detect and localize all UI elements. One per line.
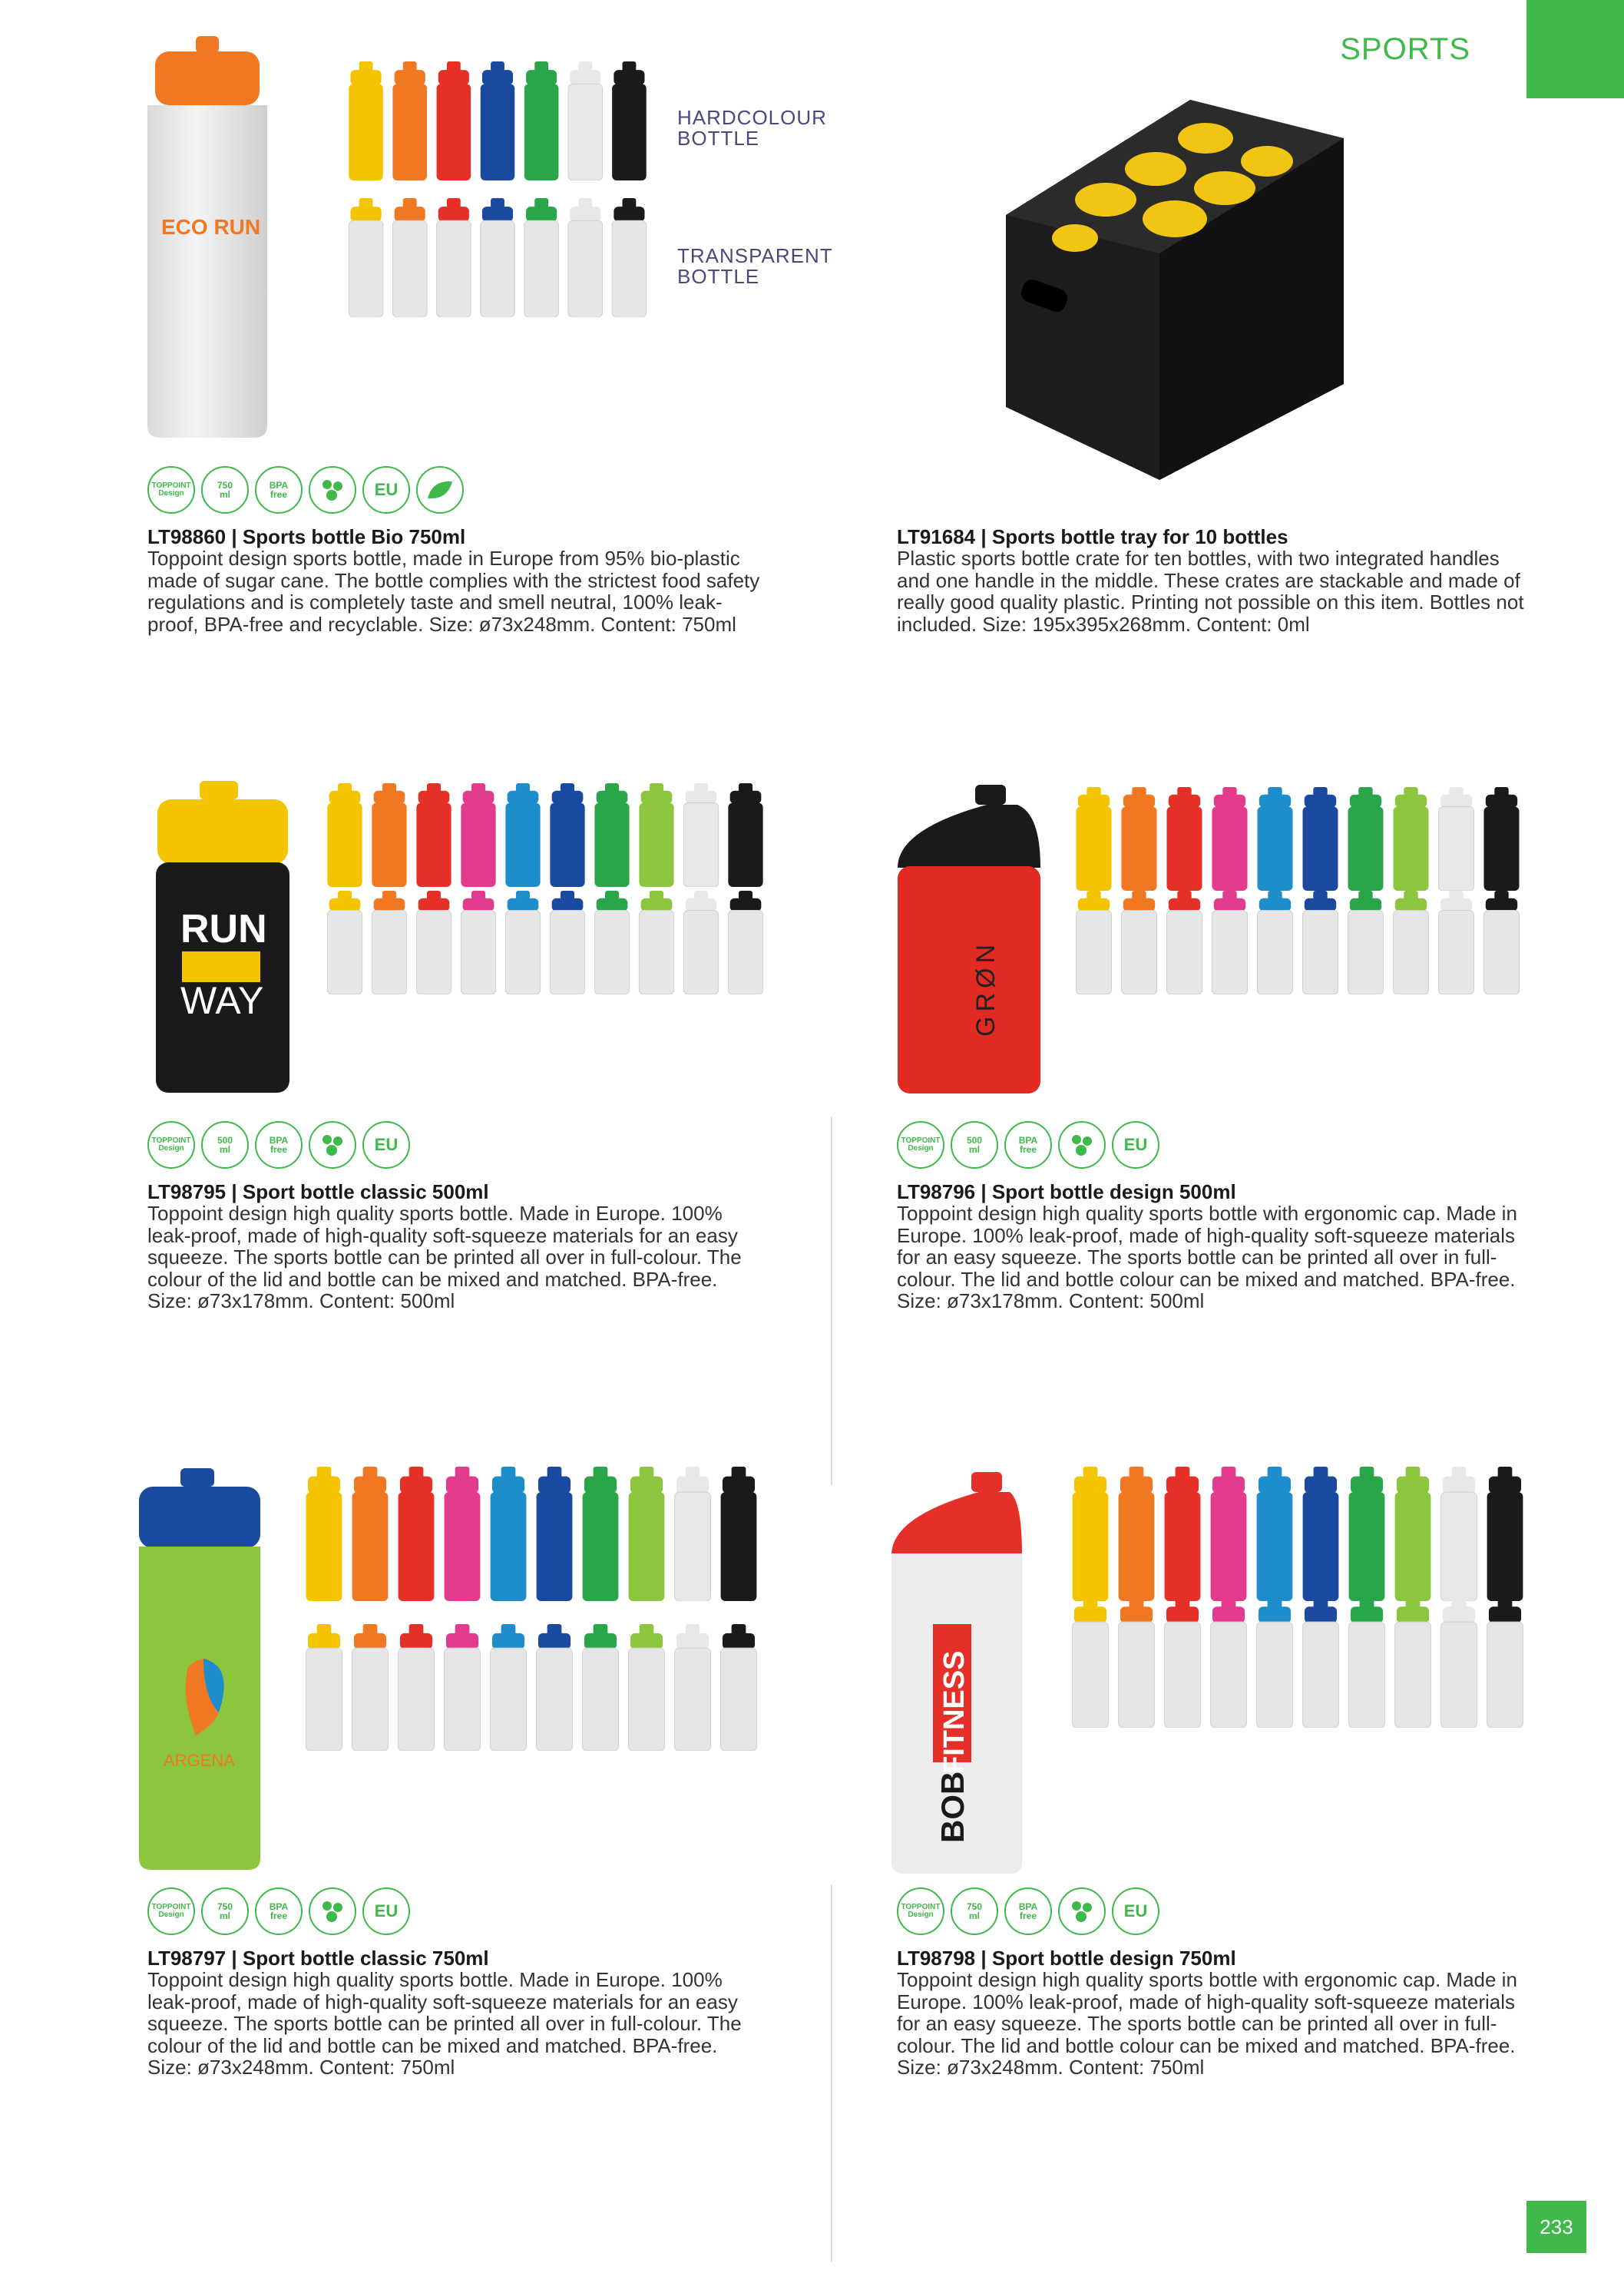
bottle-swatch xyxy=(1487,1467,1523,1601)
bottle-swatch xyxy=(327,891,362,994)
section-tab xyxy=(1526,0,1624,98)
column-divider xyxy=(831,1885,832,2261)
bpa-free-badge: BPA free xyxy=(1004,1121,1052,1169)
bottle-swatch xyxy=(568,61,603,180)
bottle-swatch xyxy=(524,198,559,317)
bottle-swatch xyxy=(416,783,451,887)
bottle-swatch xyxy=(306,1624,342,1751)
transparent-bottle-row xyxy=(1067,1597,1528,1728)
bottle-swatch xyxy=(1438,787,1474,891)
bottle-swatch xyxy=(461,783,495,887)
bottle-swatch xyxy=(1212,891,1247,994)
bottle-swatch xyxy=(445,1624,481,1751)
recycle-icon xyxy=(1058,1121,1106,1169)
hardcolour-bottle-row xyxy=(1071,787,1524,891)
bottle-swatch xyxy=(1211,1597,1247,1728)
print-text: GRØN xyxy=(971,940,1001,1037)
bottle-swatch xyxy=(1076,787,1111,891)
feature-badges xyxy=(147,1121,410,1169)
bottle-swatch xyxy=(1303,1597,1339,1728)
bottle-swatch xyxy=(1257,891,1292,994)
bottle-swatch xyxy=(1165,1597,1201,1728)
toppoint-design-badge: TOPPOINT Design xyxy=(897,1887,944,1935)
print-text: WAY xyxy=(180,979,264,1022)
bottle-swatch xyxy=(1483,787,1519,891)
bottle-swatch xyxy=(491,1624,527,1751)
bottle-swatch xyxy=(612,61,647,180)
bottle-swatch xyxy=(1349,1467,1385,1601)
product-title: LT98797 | Sport bottle classic 750ml xyxy=(147,1947,489,1970)
classic-750-bottle-photo xyxy=(134,1467,265,1874)
bottle-swatch xyxy=(352,1467,389,1601)
bottle-swatch xyxy=(1441,1467,1477,1601)
bottle-swatch xyxy=(537,1624,573,1751)
bottle-swatch xyxy=(639,783,673,887)
bpa-free-badge: BPA free xyxy=(255,1887,303,1935)
page-number: 233 xyxy=(1526,2201,1586,2253)
bpa-free-badge: BPA free xyxy=(255,1121,303,1169)
product-description: Toppoint design high quality sports bottle with ergonomic cap. Made in Europe. 100% leak-proof, made of high-quality soft-squeeze materials for an easy squeeze. The sports bottle can be printed all over in full-colour. The lid and bottle colour can be mixed and matched. BPA-free. Size: ø73x248mm. Content: 750ml xyxy=(897,1968,1517,2079)
hardcolour-bottle-row xyxy=(1067,1467,1528,1601)
print-text: ARGENA xyxy=(164,1751,235,1770)
bottle-swatch xyxy=(1395,1597,1431,1728)
hardcolour-label: HARDCOLOUR BOTTLE xyxy=(677,106,827,150)
bottle-swatch xyxy=(1165,1467,1201,1601)
bottle-swatch xyxy=(437,61,471,180)
bottle-swatch xyxy=(437,198,471,317)
bottle-swatch xyxy=(675,1624,711,1751)
bottle-swatch xyxy=(721,1624,757,1751)
volume-badge: 750 ml xyxy=(951,1887,998,1935)
toppoint-design-badge: TOPPOINT Design xyxy=(897,1121,944,1169)
bottle-swatch xyxy=(1441,1597,1477,1728)
bottle-swatch xyxy=(392,61,427,180)
bottle-swatch xyxy=(1349,1597,1385,1728)
column-divider xyxy=(831,1117,832,1486)
transparent-bottle-row xyxy=(1071,891,1524,994)
product-description: Toppoint design high quality sports bottle. Made in Europe. 100% leak-proof, made of high-quality soft-squeeze materials for an easy squeeze. The sports bottle can be printed all over in full-colour. The colour of the lid and bottle can be mixed and matched. BPA-free. Size: ø73x248mm. Content: 750ml xyxy=(147,1968,742,2079)
bottle-swatch xyxy=(1073,1597,1109,1728)
bottle-swatch xyxy=(505,891,540,994)
bottle-swatch xyxy=(1487,1597,1523,1728)
product-description: Toppoint design high quality sports bottle with ergonomic cap. Made in Europe. 100% leak-proof, made of high-quality soft-squeeze materials for an easy squeeze. The sports bottle can be printed all over in full-colour. The lid and bottle colour can be mixed and matched. BPA-free. Size: ø73x178mm. Content: 500ml xyxy=(897,1202,1517,1312)
bottle-swatch xyxy=(629,1467,665,1601)
product-description: Plastic sports bottle crate for ten bottles, with two integrated handles and one handle in the middle. These crates are stackable and made of really good quality plastic. Printing not possible on this item. Bottles not included. Size: 195x395x268mm. Content: 0ml xyxy=(897,547,1524,636)
bottle-swatch xyxy=(550,783,584,887)
bottle-swatch xyxy=(445,1467,481,1601)
product-title: LT98860 | Sports bottle Bio 750ml xyxy=(147,525,466,548)
print-text: RUN xyxy=(180,907,267,951)
transparent-label: TRANSPARENT BOTTLE xyxy=(677,244,833,288)
bottle-swatch xyxy=(1212,787,1247,891)
bottle-swatch xyxy=(683,783,718,887)
product-title: LT98798 | Sport bottle design 750ml xyxy=(897,1947,1236,1970)
bottle-swatch xyxy=(629,1624,665,1751)
bpa-free-badge: BPA free xyxy=(255,466,303,514)
product-title: LT98796 | Sport bottle design 500ml xyxy=(897,1180,1236,1203)
feature-badges xyxy=(147,1887,410,1935)
bio-bottle-photo xyxy=(138,35,276,442)
bottle-swatch xyxy=(372,891,406,994)
feature-badges xyxy=(147,466,464,514)
bottle-swatch xyxy=(1303,1467,1339,1601)
eu-badge: EU xyxy=(1112,1121,1159,1169)
bottle-swatch xyxy=(594,891,629,994)
bottle-swatch xyxy=(683,891,718,994)
bottle-swatch xyxy=(639,891,673,994)
recycle-icon xyxy=(1058,1887,1106,1935)
bottle-swatch xyxy=(306,1467,342,1601)
hardcolour-bottle-row xyxy=(322,783,768,887)
bottle-swatch xyxy=(1166,787,1202,891)
leaf-icon xyxy=(416,466,464,514)
transparent-bottle-row xyxy=(301,1624,762,1751)
bottle-swatch xyxy=(524,61,559,180)
print-text: BOB xyxy=(934,1771,971,1843)
bottle-swatch xyxy=(1073,1467,1109,1601)
bottle-swatch xyxy=(481,61,515,180)
bottle-swatch xyxy=(1257,787,1292,891)
bottle-swatch xyxy=(491,1467,527,1601)
hardcolour-bottle-row xyxy=(344,61,651,180)
product-title: LT98795 | Sport bottle classic 500ml xyxy=(147,1180,489,1203)
bottle-swatch xyxy=(1302,891,1338,994)
bottle-swatch xyxy=(392,198,427,317)
recycle-icon xyxy=(309,1121,356,1169)
bottle-swatch xyxy=(1438,891,1474,994)
bottle-swatch xyxy=(461,891,495,994)
bottle-swatch xyxy=(1257,1597,1293,1728)
bottle-swatch xyxy=(583,1624,619,1751)
bottle-swatch xyxy=(1348,787,1383,891)
recycle-icon xyxy=(309,466,356,514)
bpa-free-badge: BPA free xyxy=(1004,1887,1052,1935)
bottle-swatch xyxy=(372,783,406,887)
bottle-swatch xyxy=(1076,891,1111,994)
bottle-swatch xyxy=(1393,787,1428,891)
eu-badge: EU xyxy=(362,1121,410,1169)
bottle-swatch xyxy=(1302,787,1338,891)
bottle-swatch xyxy=(675,1467,711,1601)
bottle-swatch xyxy=(594,783,629,887)
bottle-swatch xyxy=(1211,1467,1247,1601)
toppoint-design-badge: TOPPOINT Design xyxy=(147,1887,195,1935)
print-text: ECO RUN xyxy=(161,215,261,239)
product-description: Toppoint design high quality sports bottle. Made in Europe. 100% leak-proof, made of high-quality soft-squeeze materials for an easy squeeze. The sports bottle can be printed all over in full-colour. The colour of the lid and bottle can be mixed and matched. BPA-free. Size: ø73x178mm. Content: 500ml xyxy=(147,1202,742,1312)
feature-badges xyxy=(897,1887,1159,1935)
volume-badge: 750 ml xyxy=(201,466,249,514)
bottle-swatch xyxy=(1119,1467,1155,1601)
product-title: LT91684 | Sports bottle tray for 10 bottles xyxy=(897,525,1288,548)
bottle-swatch xyxy=(399,1467,435,1601)
bottle-swatch xyxy=(327,783,362,887)
bottle-swatch xyxy=(349,61,383,180)
toppoint-design-badge: TOPPOINT Design xyxy=(147,1121,195,1169)
hardcolour-bottle-row xyxy=(301,1467,762,1601)
eu-badge: EU xyxy=(362,1887,410,1935)
bottle-swatch xyxy=(481,198,515,317)
classic-500-bottle-photo xyxy=(150,779,296,1098)
bottle-swatch xyxy=(537,1467,573,1601)
bottle-swatch xyxy=(399,1624,435,1751)
volume-badge: 500 ml xyxy=(951,1121,998,1169)
bottle-swatch xyxy=(1348,891,1383,994)
bottle-swatch xyxy=(1393,891,1428,994)
bottle-swatch xyxy=(1395,1467,1431,1601)
bottle-swatch xyxy=(568,198,603,317)
bottle-swatch xyxy=(1257,1467,1293,1601)
bottle-swatch xyxy=(505,783,540,887)
bottle-swatch xyxy=(1166,891,1202,994)
section-title: SPORTS xyxy=(1340,32,1470,66)
bottle-swatch xyxy=(728,783,762,887)
bottle-swatch xyxy=(1121,891,1156,994)
volume-badge: 500 ml xyxy=(201,1121,249,1169)
design-500-bottle-photo xyxy=(895,783,1048,1098)
eu-badge: EU xyxy=(362,466,410,514)
feature-badges xyxy=(897,1121,1159,1169)
design-750-bottle-photo xyxy=(887,1471,1025,1877)
bottle-swatch xyxy=(352,1624,389,1751)
transparent-bottle-row xyxy=(344,198,651,317)
recycle-icon xyxy=(309,1887,356,1935)
toppoint-design-badge: TOPPOINT Design xyxy=(147,466,195,514)
bottle-tray-photo xyxy=(991,84,1351,484)
eu-badge: EU xyxy=(1112,1887,1159,1935)
product-description: Toppoint design sports bottle, made in Europe from 95% bio-plastic made of sugar cane. The bottle complies with the strictest food safety regulations and is completely taste and smell neutral, 100% leak-proof, BPA-free and recyclable. Size: ø73x248mm. Content: 750ml xyxy=(147,547,760,636)
bottle-swatch xyxy=(349,198,383,317)
print-text: FITNESS xyxy=(938,1650,971,1774)
bottle-swatch xyxy=(583,1467,619,1601)
bottle-swatch xyxy=(416,891,451,994)
bottle-swatch xyxy=(1483,891,1519,994)
bottle-swatch xyxy=(1119,1597,1155,1728)
bottle-swatch xyxy=(550,891,584,994)
bottle-swatch xyxy=(612,198,647,317)
volume-badge: 750 ml xyxy=(201,1887,249,1935)
transparent-bottle-row xyxy=(322,891,768,994)
bottle-swatch xyxy=(721,1467,757,1601)
bottle-swatch xyxy=(1121,787,1156,891)
bottle-swatch xyxy=(728,891,762,994)
